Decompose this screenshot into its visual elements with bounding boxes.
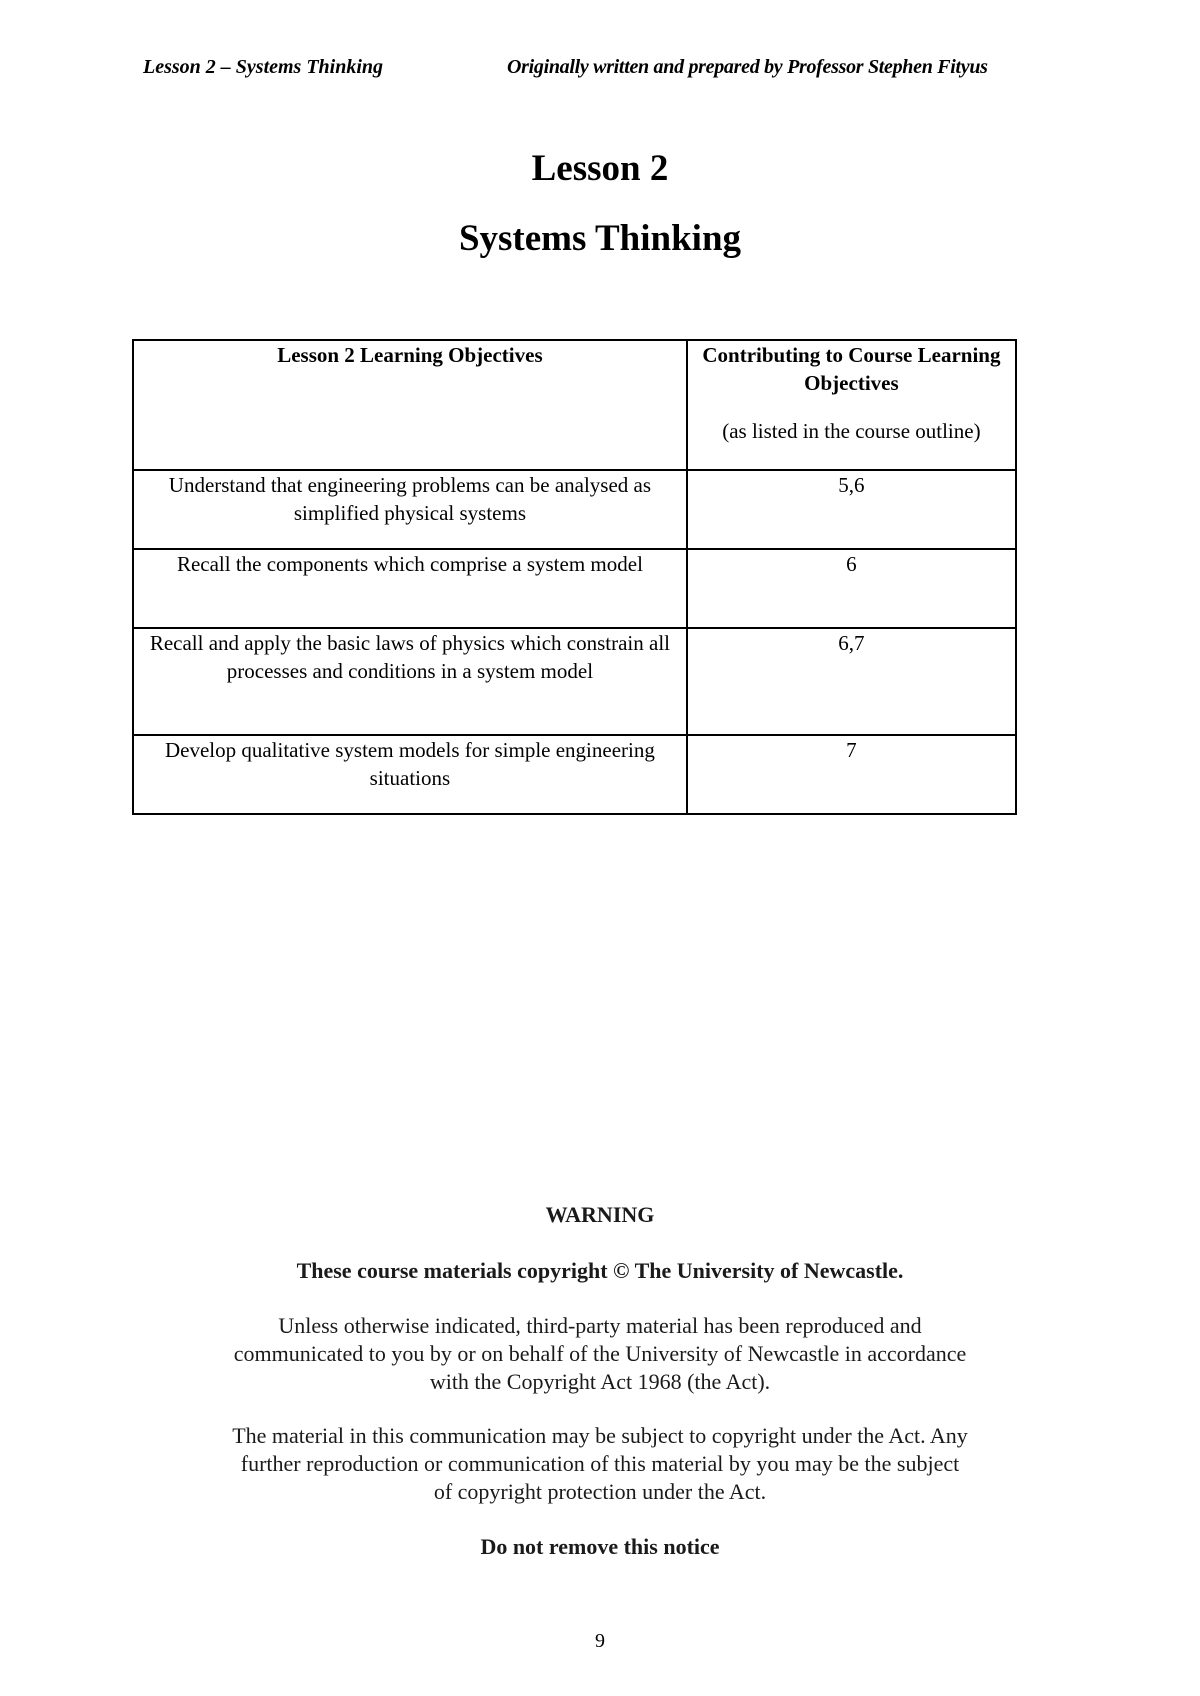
objective-cell: Recall the components which comprise a system model	[133, 549, 687, 628]
course-objectives-cell: 6	[687, 549, 1016, 628]
copyright-statement: These course materials copyright © The University of Newcastle.	[296, 1258, 904, 1283]
col-header-course-objectives-label: Contributing to Course Learning Objectives	[702, 343, 1001, 395]
copyright-notice	[0, 1200, 1200, 1562]
lesson-topic-heading: Systems Thinking	[458, 218, 742, 259]
objective-cell: Understand that engineering problems can be analysed as simplified physical systems	[133, 470, 687, 549]
objective-cell: Develop qualitative system models for simple engineering situations	[133, 735, 687, 814]
course-objectives-cell: 7	[687, 735, 1016, 814]
col-header-objectives	[133, 340, 687, 470]
running-header	[0, 56, 1200, 86]
header-lesson-title: Lesson 2 – Systems Thinking	[143, 56, 384, 78]
notice-do-not-remove: Do not remove this notice	[480, 1534, 720, 1559]
col-header-course-objectives	[687, 340, 1016, 470]
table-row	[133, 549, 1016, 628]
col-header-objectives-label: Lesson 2 Learning Objectives	[277, 343, 543, 367]
objective-cell: Recall and apply the basic laws of physics which constrain all processes and conditions in a system model	[133, 628, 687, 735]
page-number: 9	[595, 1630, 605, 1652]
table-row	[133, 470, 1016, 549]
table-row	[133, 628, 1016, 735]
warning-heading: WARNING	[545, 1202, 655, 1227]
col-header-course-objectives-note: (as listed in the course outline)	[722, 419, 981, 443]
notice-paragraph-copyright: The material in this communication may be subject to copyright under the Act. Any further reproduction or communication of this material by you may be the subject of copyright protection under the Act.	[232, 1423, 968, 1504]
learning-objectives-table	[132, 339, 1017, 815]
table-header-row	[133, 340, 1016, 470]
table-row	[133, 735, 1016, 814]
course-objectives-cell: 6,7	[687, 628, 1016, 735]
notice-paragraph-third-party: Unless otherwise indicated, third-party material has been reproduced and communicated to you by or on behalf of the University of Newcastle in accordance with the Copyright Act 1968 (the Act).	[233, 1313, 967, 1394]
course-objectives-cell: 5,6	[687, 470, 1016, 549]
header-author-credit: Originally written and prepared by Professor Stephen Fityus	[507, 56, 988, 78]
page-title	[0, 146, 1200, 262]
lesson-number-heading: Lesson 2	[531, 148, 669, 189]
